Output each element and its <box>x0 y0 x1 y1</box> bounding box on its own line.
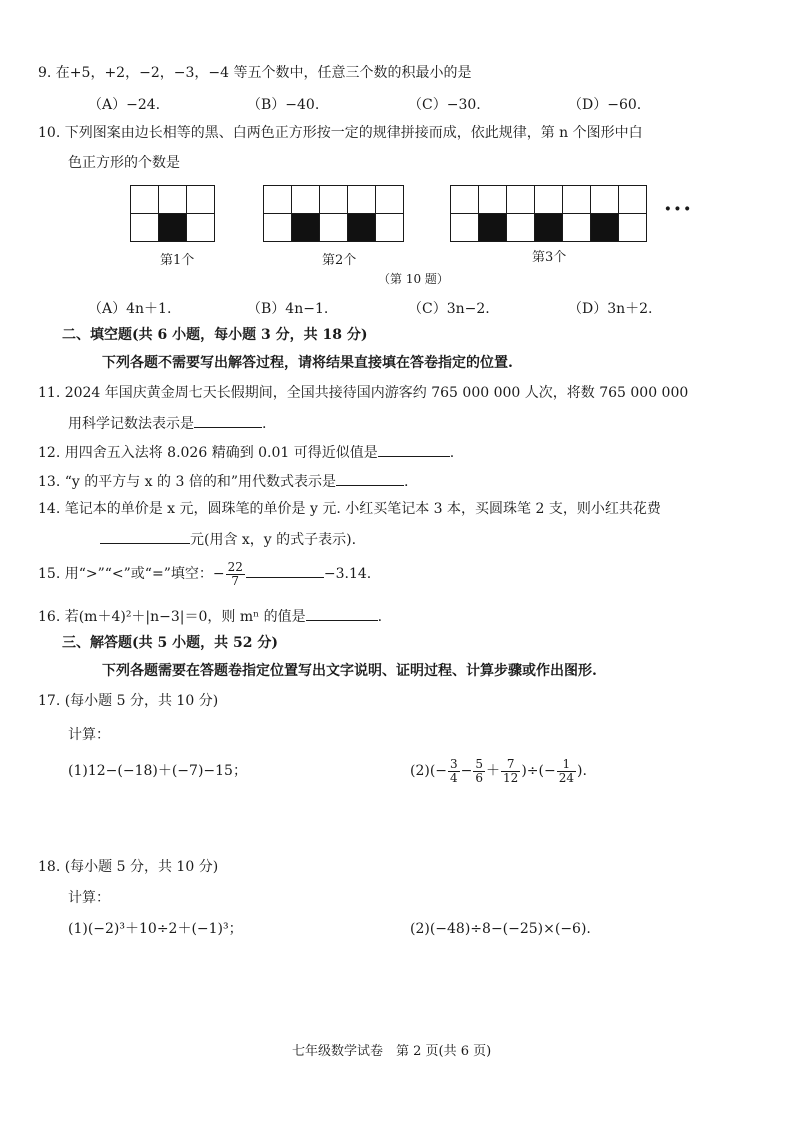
figure-3-label: 第3个 <box>532 250 567 265</box>
section-2-heading: 二、填空题(共 6 小题，每小题 3 分，共 18 分) <box>62 327 368 343</box>
q17-calc-label: 计算： <box>68 727 110 743</box>
q17-f4-num: 1 <box>557 758 576 772</box>
section-3-heading: 三、解答题(共 5 小题，共 52 分) <box>62 635 278 651</box>
q17-frac-3 <box>501 758 520 785</box>
q10-stem-line2: 色正方形的个数是 <box>68 155 180 171</box>
q13-answer-blank <box>336 471 404 486</box>
q15-answer-blank <box>246 563 324 578</box>
q10-option-b: （B）4n−1. <box>247 301 329 317</box>
q10-option-d: （D）3n＋2. <box>568 301 653 317</box>
q18-part1: (1)(−2)³＋10÷2＋(−1)³； <box>68 921 243 937</box>
q17-f1-num: 3 <box>450 756 458 771</box>
q17-frac-2 <box>473 758 485 785</box>
q14-answer-blank <box>100 529 190 544</box>
q10-option-c: （C）3n−2. <box>408 301 490 317</box>
figure-caption: （第 10 题） <box>378 272 449 286</box>
q13-end: . <box>404 474 409 490</box>
page-footer: 七年级数学试卷 第 2 页(共 6 页) <box>292 1044 492 1059</box>
q17-heading: 17. (每小题 5 分，共 10 分) <box>38 693 219 709</box>
q10-option-a: （A）4n＋1. <box>88 301 172 317</box>
q17-p2-end: ). <box>577 763 587 779</box>
q17-p2-open: (2)(− <box>410 763 448 779</box>
q11-line2 <box>68 413 266 433</box>
q14-line2 <box>100 529 356 549</box>
q17-f2-num: 5 <box>475 756 484 771</box>
q17-frac-1 <box>448 758 460 785</box>
q12-end: . <box>449 445 455 461</box>
q15-fraction <box>226 561 245 588</box>
q16-end: . <box>377 609 383 625</box>
q14-line1: 14. 笔记本的单价是 x 元，圆珠笔的单价是 y 元. 小红买笔记本 3 本，买圆珠笔 2 支，则小红共花费 <box>38 501 661 517</box>
q17-op-1: − <box>460 763 473 779</box>
q13-text: 13. “y 的平方与 x 的 3 倍的和”用代数式表示是 <box>38 474 336 490</box>
q18-heading: 18. (每小题 5 分，共 10 分) <box>38 859 219 875</box>
q17-part1: (1)12−(−18)＋(−7)−15； <box>68 763 247 779</box>
pattern-figure-1 <box>130 185 215 242</box>
q13-line <box>38 471 408 491</box>
q17-f1-den: 4 <box>450 770 458 785</box>
q17-f3-den: 12 <box>503 770 519 785</box>
q9-stem: 9. 在+5，+2，−2，−3，−4 等五个数中，任意三个数的积最小的是 <box>38 65 472 81</box>
q18-part2: (2)(−48)÷8−(−25)×(−6). <box>410 921 591 937</box>
q15-frac-num: 22 <box>227 559 243 574</box>
q17-f2-den: 6 <box>475 770 484 785</box>
q16-line <box>38 606 382 626</box>
q15-end: −3.14. <box>323 566 372 582</box>
q15-text: 15. 用“>”“<”或“=”填空：− <box>38 566 225 582</box>
q12-text: 12. 用四舍五入法将 8.026 精确到 0.01 可得近似值是 <box>38 445 378 461</box>
q17-frac-4 <box>557 758 576 785</box>
section-2-instruction: 下列各题不需要写出解答过程，请将结果直接填在答卷指定的位置. <box>102 355 513 371</box>
q17-op-2: ＋ <box>486 763 501 779</box>
q15-frac-den: 7 <box>231 573 240 588</box>
q9-option-a: （A）−24. <box>88 97 161 113</box>
q17-p2-mid: )÷(− <box>521 763 556 779</box>
q17-part2 <box>410 754 587 788</box>
pattern-figure-3 <box>450 185 647 242</box>
q11-end: . <box>262 416 267 432</box>
q18-calc-label: 计算： <box>68 890 110 906</box>
q17-f3-num: 7 <box>501 758 520 772</box>
figure-2-label: 第2个 <box>322 253 357 268</box>
pattern-figure-2 <box>263 185 404 242</box>
q16-text: 16. 若(m＋4)²＋|n−3|＝0，则 mⁿ 的值是 <box>38 609 306 625</box>
ellipsis-dots: ··· <box>664 196 693 222</box>
q10-stem-line1: 10. 下列图案由边长相等的黑、白两色正方形按一定的规律拼接而成，依此规律，第 n 个图形中白 <box>38 125 643 141</box>
q9-option-c: （C）−30. <box>408 97 481 113</box>
q9-option-b: （B）−40. <box>247 97 320 113</box>
q11-text: 用科学记数法表示是 <box>68 416 194 432</box>
q16-answer-blank <box>306 606 378 621</box>
q9-option-d: （D）−60. <box>568 97 642 113</box>
q15-line <box>38 558 371 590</box>
q12-answer-blank <box>378 442 450 457</box>
section-3-instruction: 下列各题需要在答题卷指定位置写出文字说明、证明过程、计算步骤或作出图形. <box>102 663 597 679</box>
q17-f4-den: 24 <box>558 770 574 785</box>
figure-1-label: 第1个 <box>160 253 195 268</box>
q12-line <box>38 442 454 462</box>
q14-text: 元(用含 x，y 的式子表示). <box>190 532 357 548</box>
q11-line1: 11. 2024 年国庆黄金周七天长假期间，全国共接待国内游客约 765 000 000 人次，将数 765 000 000 <box>38 385 689 401</box>
q11-answer-blank <box>194 413 262 428</box>
